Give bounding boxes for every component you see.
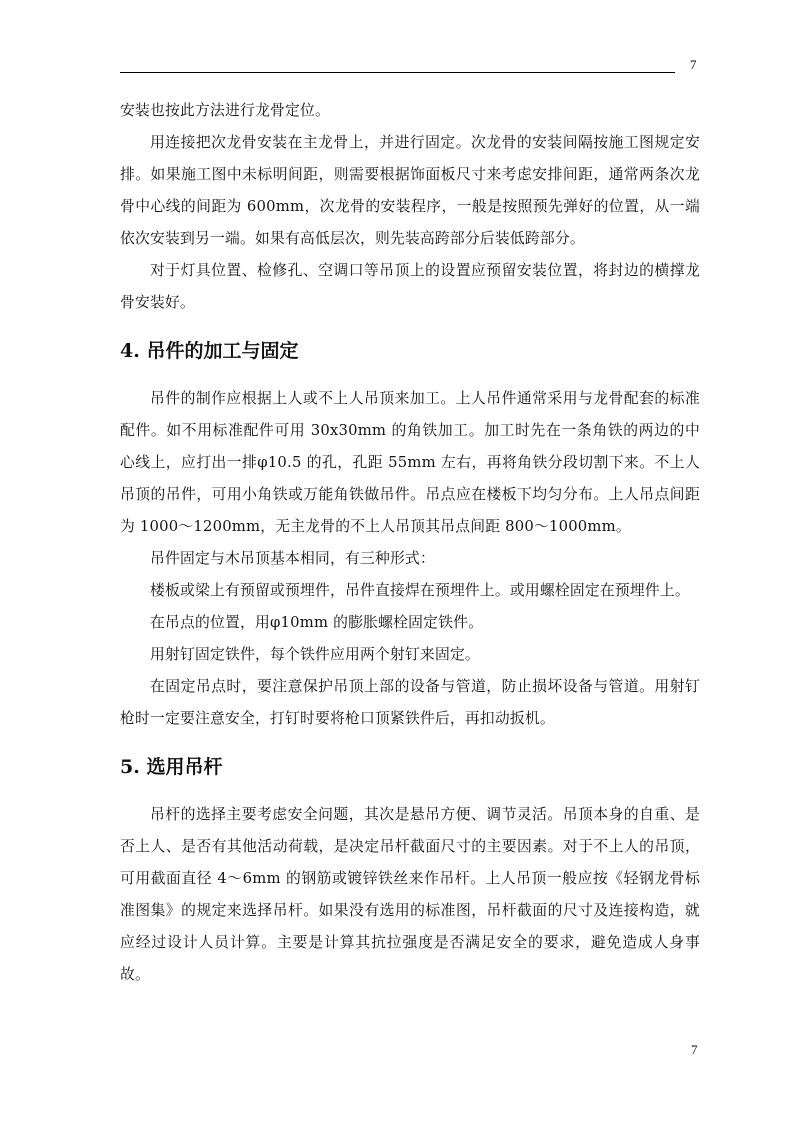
paragraph: 楼板或梁上有预留或预埋件，吊件直接焊在预埋件上。或用螺栓固定在预埋件上。 xyxy=(150,582,690,599)
header-page-number: 7 xyxy=(690,57,697,72)
document-body xyxy=(120,95,700,991)
paragraph: 吊件的制作应根据上人或不上人吊顶来加工。上人吊件通常采用与龙骨配套的标准配件。如不用标准配件可用 30x30mm 的角铁加工。加工时先在一条角铁的两边的中心线上，应打出一排φ10.5 的孔，孔距 55mm 左右，再将角铁分段切割下来。不上人吊顶的吊件，可用小角铁或万能角铁做吊件。吊点应在楼板下均匀分布。上人吊点间距为 1000～1200mm，无主龙骨的不上人吊顶其吊点间距 800～1000mm。 xyxy=(120,390,700,535)
section-heading-5: 5. 选用吊杆 xyxy=(120,756,223,778)
paragraph: 在固定吊点时，要注意保护吊顶上部的设备与管道，防止损坏设备与管道。用射钉枪时一定要注意安全，打钉时要将枪口顶紧铁件后，再扣动扳机。 xyxy=(120,678,700,727)
paragraph: 用射钉固定铁件，每个铁件应用两个射钉来固定。 xyxy=(150,646,480,663)
section-heading-4: 4. 吊件的加工与固定 xyxy=(120,340,299,362)
paragraph: 在吊点的位置，用φ10mm 的膨胀螺栓固定铁件。 xyxy=(150,614,484,631)
paragraph: 吊件固定与木吊顶基本相同，有三种形式： xyxy=(150,550,435,567)
paragraph: 安装也按此方法进行龙骨定位。 xyxy=(120,102,330,119)
paragraph: 用连接把次龙骨安装在主龙骨上，并进行固定。次龙骨的安装间隔按施工图规定安排。如果施工图中未标明间距，则需要根据饰面板尺寸来考虑安排间距，通常两条次龙骨中心线的间距为 600mm，次龙骨的安装程序，一般是按照预先弹好的位置，从一端依次安装到另一端。如果有高低层次，则先装高跨部分后装低跨部分。 xyxy=(120,134,700,247)
header-rule xyxy=(120,72,675,73)
footer-page-number: 7 xyxy=(691,1042,698,1057)
paragraph: 对于灯具位置、检修孔、空调口等吊顶上的设置应预留安装位置，将封边的横撑龙骨安装好。 xyxy=(120,262,700,311)
paragraph: 吊杆的选择主要考虑安全问题，其次是悬吊方便、调节灵活。吊顶本身的自重、是否上人、是否有其他活动荷载，是决定吊杆截面尺寸的主要因素。对于不上人的吊顶，可用截面直径 4～6mm 的钢筋或镀锌铁丝来作吊杆。上人吊顶一般应按《轻钢龙骨标准图集》的规定来选择吊杆。如果没有选用的标准图，吊杆截面的尺寸及连接构造，就应经过设计人员计算。主要是计算其抗拉强度是否满足安全的要求，避免造成人身事故。 xyxy=(120,806,700,983)
